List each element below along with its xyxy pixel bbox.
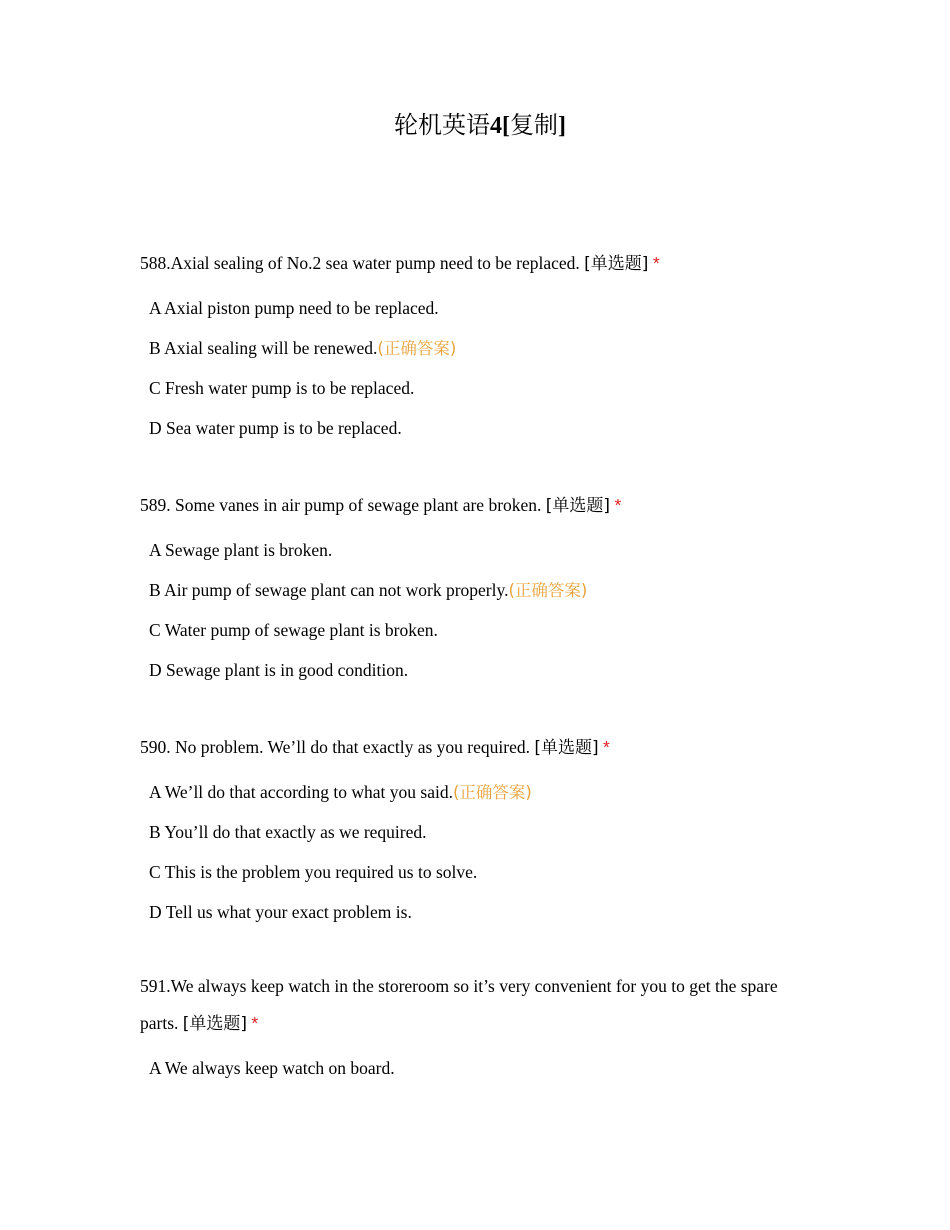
required-marker: * [652,253,660,273]
option-d[interactable]: D Sea water pump is to be replaced. [149,418,402,438]
question-text [140,245,800,283]
correct-answer-mark: (正确答案) [508,581,588,600]
option-d[interactable]: D Sewage plant is in good condition. [149,660,409,680]
option-b[interactable]: B Axial sealing will be renewed.(正确答案) [149,338,457,358]
question-text [140,487,800,525]
title-bold-end: ] [558,113,566,139]
option-a[interactable]: A We always keep watch on board. [149,1058,395,1078]
question-type: [单选题] [534,738,599,758]
question-stem: 588.Axial sealing of No.2 sea water pump need to be replaced. [140,253,580,273]
correct-answer-mark: (正确答案) [452,783,532,802]
question-stem: 590. No problem. We’ll do that exactly as you required. [140,737,530,757]
required-marker: * [614,495,622,515]
required-marker: * [603,737,610,757]
question-591 [140,968,800,1088]
question-text [140,729,800,767]
required-marker: * [251,1013,259,1033]
question-590 [140,729,800,932]
correct-answer-mark: (正确答案) [377,339,457,358]
option-list [140,1048,800,1088]
title-text: 轮机英语 [394,113,490,139]
option-d[interactable]: D Tell us what your exact problem is. [149,902,412,922]
option-list [140,530,800,690]
question-type: [单选题] [584,254,649,274]
question-text [140,968,800,1043]
question-589 [140,487,800,690]
question-type: [单选题] [182,1014,248,1034]
option-b[interactable]: B You’ll do that exactly as we required. [149,822,427,842]
option-b[interactable]: B Air pump of sewage plant can not work properly.(正确答案) [149,580,588,600]
question-stem: 589. Some vanes in air pump of sewage plant are broken. [140,495,542,515]
question-stem: 591.We always keep watch in the storeroom so it’s very convenient for you to get the spare parts. [140,976,778,1033]
option-c[interactable]: C This is the problem you required us to solve. [149,862,478,882]
option-a[interactable]: A Axial piston pump need to be replaced. [149,298,439,318]
option-a[interactable]: A We’ll do that according to what you said.(正确答案) [149,782,532,802]
page-title [0,110,950,142]
option-list [140,288,800,448]
question-588 [140,245,800,448]
title-bold-part: 4[ [490,113,510,139]
title-text-copy: 复制 [510,113,558,139]
option-a[interactable]: A Sewage plant is broken. [149,540,333,560]
option-c[interactable]: C Water pump of sewage plant is broken. [149,620,438,640]
option-c[interactable]: C Fresh water pump is to be replaced. [149,378,415,398]
question-type: [单选题] [545,496,611,516]
option-list [140,772,800,932]
